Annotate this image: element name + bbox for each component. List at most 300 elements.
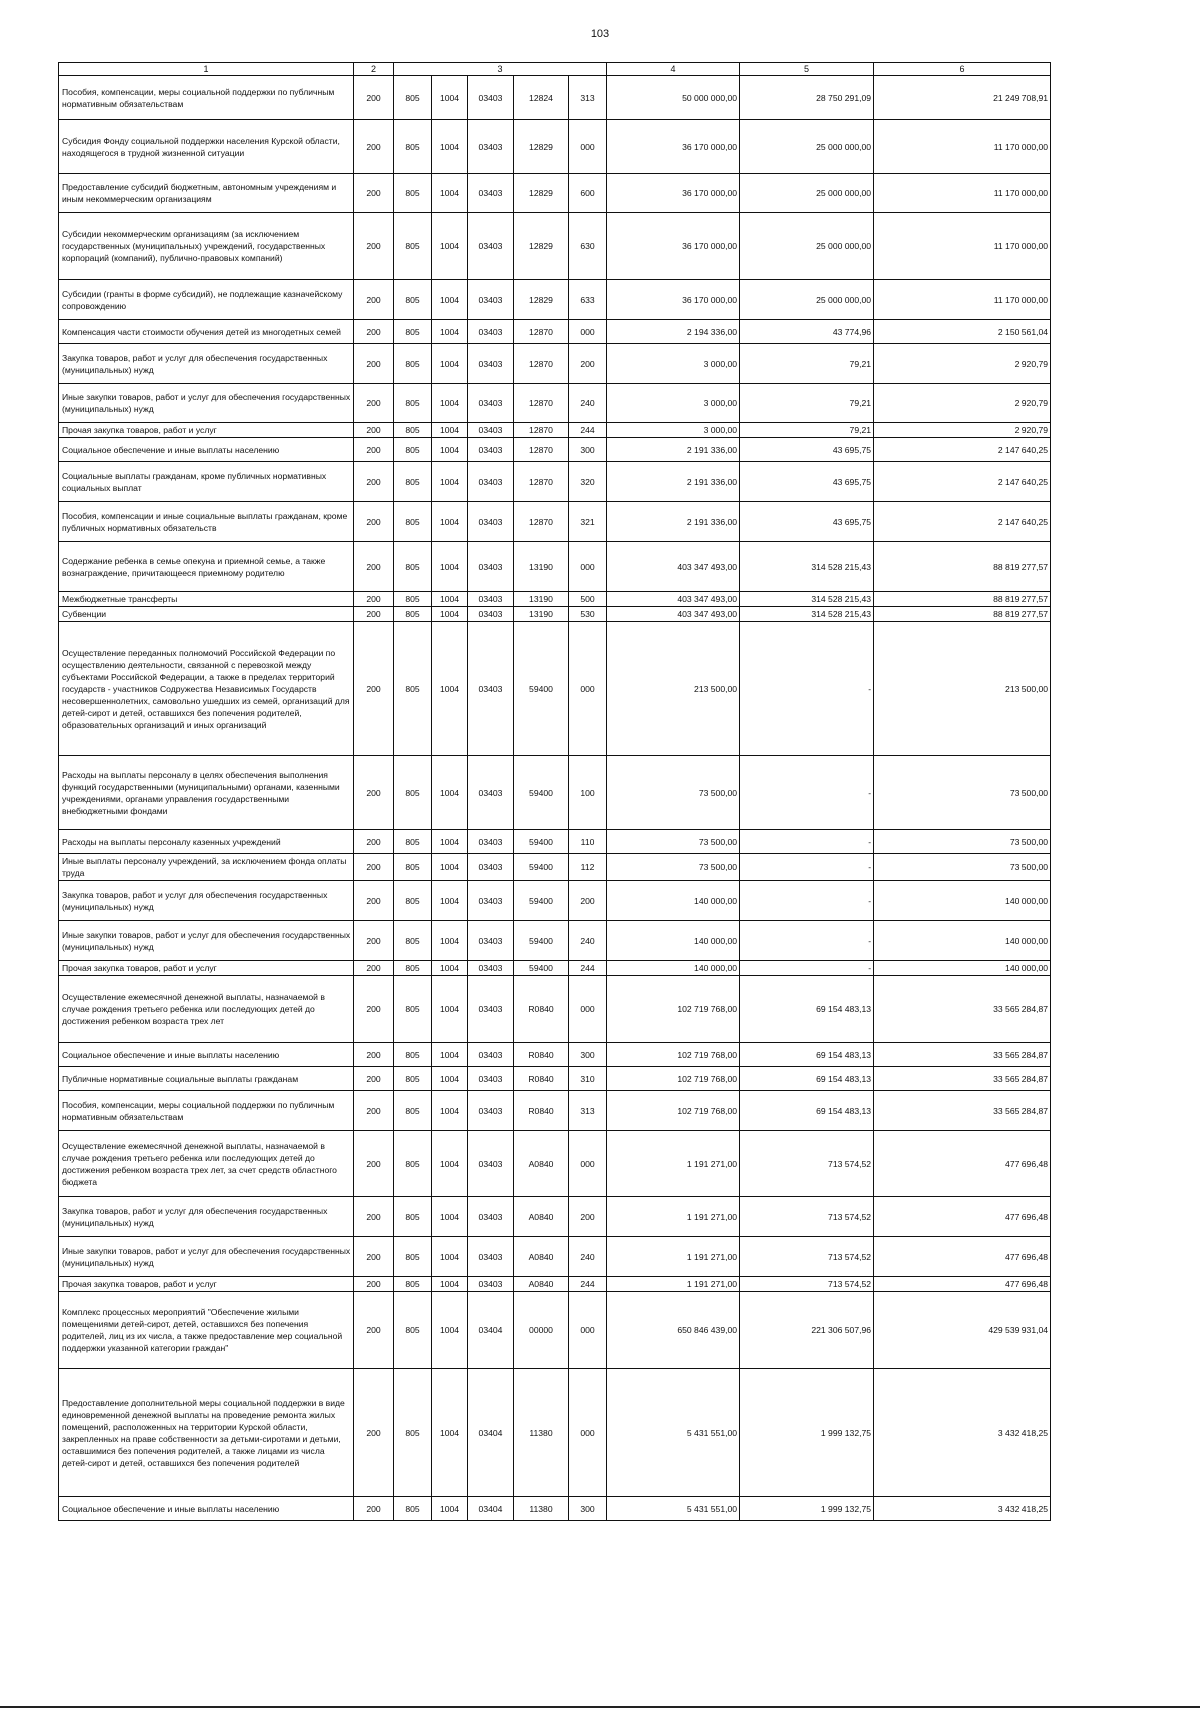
remaining-amount: 21 249 708,91: [874, 76, 1051, 120]
row-name: Публичные нормативные социальные выплаты гражданам: [59, 1067, 354, 1091]
expense-type-code: 000: [569, 320, 607, 344]
remaining-amount: 88 819 277,57: [874, 542, 1051, 592]
expense-type-code: 240: [569, 1237, 607, 1277]
section-code: 805: [394, 344, 432, 384]
row-name: Осуществление ежемесячной денежной выплаты, назначаемой в случае рождения третьего ребенка или последующих детей до достижения ребенком возраста трех лет, за счет средств областного бюджета: [59, 1131, 354, 1197]
subarticle-code: 12824: [514, 76, 569, 120]
section-code: 805: [394, 1369, 432, 1497]
page-number: 103: [590, 28, 610, 40]
remaining-amount: 88 819 277,57: [874, 592, 1051, 607]
section-code: 805: [394, 1497, 432, 1521]
subarticle-code: R0840: [514, 1067, 569, 1091]
planned-amount: 2 191 336,00: [607, 502, 740, 542]
ministry-code: 200: [354, 961, 394, 976]
subarticle-code: R0840: [514, 1091, 569, 1131]
planned-amount: 36 170 000,00: [607, 213, 740, 280]
ministry-code: 200: [354, 280, 394, 320]
subarticle-code: 13190: [514, 607, 569, 622]
executed-amount: 314 528 215,43: [740, 592, 874, 607]
planned-amount: 1 191 271,00: [607, 1277, 740, 1292]
planned-amount: 2 191 336,00: [607, 438, 740, 462]
table-row: [59, 607, 1051, 622]
section-code: 805: [394, 1197, 432, 1237]
section-code: 805: [394, 1091, 432, 1131]
program-code: 1004: [432, 344, 468, 384]
subarticle-code: 59400: [514, 961, 569, 976]
row-name: Субсидии (гранты в форме субсидий), не подлежащие казначейскому сопровождению: [59, 280, 354, 320]
article-code: 03403: [468, 1131, 514, 1197]
remaining-amount: 2 147 640,25: [874, 438, 1051, 462]
executed-amount: 43 695,75: [740, 438, 874, 462]
article-code: 03403: [468, 1237, 514, 1277]
table-row: [59, 1369, 1051, 1497]
program-code: 1004: [432, 76, 468, 120]
planned-amount: 5 431 551,00: [607, 1369, 740, 1497]
article-code: 03403: [468, 1091, 514, 1131]
table-row: [59, 1043, 1051, 1067]
remaining-amount: 88 819 277,57: [874, 607, 1051, 622]
subarticle-code: 12870: [514, 462, 569, 502]
ministry-code: 200: [354, 854, 394, 881]
article-code: 03403: [468, 961, 514, 976]
executed-amount: -: [740, 961, 874, 976]
remaining-amount: 477 696,48: [874, 1277, 1051, 1292]
article-code: 03403: [468, 423, 514, 438]
ministry-code: 200: [354, 120, 394, 174]
subarticle-code: 00000: [514, 1292, 569, 1369]
executed-amount: 28 750 291,09: [740, 76, 874, 120]
program-code: 1004: [432, 174, 468, 213]
program-code: 1004: [432, 384, 468, 423]
table-row: [59, 502, 1051, 542]
row-name: Прочая закупка товаров, работ и услуг: [59, 1277, 354, 1292]
row-name: Межбюджетные трансферты: [59, 592, 354, 607]
ministry-code: 200: [354, 881, 394, 921]
subarticle-code: 11380: [514, 1369, 569, 1497]
section-code: 805: [394, 320, 432, 344]
section-code: 805: [394, 120, 432, 174]
article-code: 03403: [468, 607, 514, 622]
subarticle-code: 59400: [514, 881, 569, 921]
article-code: 03403: [468, 438, 514, 462]
ministry-code: 200: [354, 213, 394, 280]
ministry-code: 200: [354, 542, 394, 592]
ministry-code: 200: [354, 756, 394, 830]
article-code: 03403: [468, 622, 514, 756]
article-code: 03403: [468, 976, 514, 1043]
program-code: 1004: [432, 502, 468, 542]
executed-amount: 43 695,75: [740, 462, 874, 502]
remaining-amount: 73 500,00: [874, 830, 1051, 854]
table-row: [59, 921, 1051, 961]
row-name: Субсидии некоммерческим организациям (за исключением государственных (муниципальных) учреждений, государственных корпораций (компаний), публично-правовых компаний): [59, 213, 354, 280]
row-name: Осуществление ежемесячной денежной выплаты, назначаемой в случае рождения третьего ребенка или последующих детей до достижения ребенком возраста трех лет: [59, 976, 354, 1043]
section-code: 805: [394, 1043, 432, 1067]
planned-amount: 140 000,00: [607, 961, 740, 976]
table-row: [59, 1237, 1051, 1277]
program-code: 1004: [432, 213, 468, 280]
executed-amount: 221 306 507,96: [740, 1292, 874, 1369]
section-code: 805: [394, 542, 432, 592]
ministry-code: 200: [354, 607, 394, 622]
program-code: 1004: [432, 542, 468, 592]
executed-amount: 713 574,52: [740, 1131, 874, 1197]
program-code: 1004: [432, 1277, 468, 1292]
subarticle-code: 12870: [514, 438, 569, 462]
remaining-amount: 11 170 000,00: [874, 280, 1051, 320]
program-code: 1004: [432, 462, 468, 502]
column-header-1: 1: [59, 63, 354, 76]
table-row: [59, 881, 1051, 921]
table-row: [59, 1292, 1051, 1369]
executed-amount: 713 574,52: [740, 1197, 874, 1237]
expense-type-code: 313: [569, 1091, 607, 1131]
planned-amount: 2 191 336,00: [607, 462, 740, 502]
section-code: 805: [394, 213, 432, 280]
expense-type-code: 320: [569, 462, 607, 502]
subarticle-code: 59400: [514, 830, 569, 854]
ministry-code: 200: [354, 1497, 394, 1521]
article-code: 03403: [468, 1043, 514, 1067]
ministry-code: 200: [354, 622, 394, 756]
table-row: [59, 961, 1051, 976]
remaining-amount: 33 565 284,87: [874, 1043, 1051, 1067]
table-row: [59, 344, 1051, 384]
program-code: 1004: [432, 854, 468, 881]
program-code: 1004: [432, 607, 468, 622]
expense-type-code: 000: [569, 1292, 607, 1369]
remaining-amount: 477 696,48: [874, 1237, 1051, 1277]
column-header-5: 5: [740, 63, 874, 76]
program-code: 1004: [432, 280, 468, 320]
remaining-amount: 140 000,00: [874, 961, 1051, 976]
program-code: 1004: [432, 1131, 468, 1197]
executed-amount: -: [740, 881, 874, 921]
column-header-4: 4: [607, 63, 740, 76]
article-code: 03403: [468, 592, 514, 607]
article-code: 03404: [468, 1497, 514, 1521]
remaining-amount: 2 920,79: [874, 384, 1051, 423]
remaining-amount: 2 147 640,25: [874, 462, 1051, 502]
table-row: [59, 622, 1051, 756]
executed-amount: 713 574,52: [740, 1237, 874, 1277]
expense-type-code: 110: [569, 830, 607, 854]
remaining-amount: 2 147 640,25: [874, 502, 1051, 542]
table-row: [59, 756, 1051, 830]
expense-type-code: 313: [569, 76, 607, 120]
ministry-code: 200: [354, 1197, 394, 1237]
ministry-code: 200: [354, 502, 394, 542]
expense-type-code: 300: [569, 1497, 607, 1521]
table-row: [59, 1131, 1051, 1197]
ministry-code: 200: [354, 438, 394, 462]
article-code: 03403: [468, 881, 514, 921]
table-row: [59, 854, 1051, 881]
table-row: [59, 174, 1051, 213]
subarticle-code: 59400: [514, 921, 569, 961]
table-row: [59, 1067, 1051, 1091]
planned-amount: 2 194 336,00: [607, 320, 740, 344]
expense-type-code: 000: [569, 1369, 607, 1497]
row-name: Социальное обеспечение и иные выплаты населению: [59, 438, 354, 462]
subarticle-code: 12829: [514, 120, 569, 174]
article-code: 03403: [468, 830, 514, 854]
planned-amount: 36 170 000,00: [607, 120, 740, 174]
section-code: 805: [394, 756, 432, 830]
remaining-amount: 11 170 000,00: [874, 174, 1051, 213]
ministry-code: 200: [354, 1277, 394, 1292]
remaining-amount: 3 432 418,25: [874, 1369, 1051, 1497]
expense-type-code: 600: [569, 174, 607, 213]
row-name: Пособия, компенсации и иные социальные выплаты гражданам, кроме публичных нормативных обязательств: [59, 502, 354, 542]
executed-amount: 79,21: [740, 384, 874, 423]
section-code: 805: [394, 961, 432, 976]
program-code: 1004: [432, 1197, 468, 1237]
planned-amount: 102 719 768,00: [607, 976, 740, 1043]
section-code: 805: [394, 607, 432, 622]
program-code: 1004: [432, 976, 468, 1043]
article-code: 03403: [468, 120, 514, 174]
row-name: Расходы на выплаты персоналу в целях обеспечения выполнения функций государственными (муниципальными) органами, казенными учреждениями, органами управления государственными внебюджетными фондами: [59, 756, 354, 830]
ministry-code: 200: [354, 1091, 394, 1131]
program-code: 1004: [432, 756, 468, 830]
subarticle-code: R0840: [514, 1043, 569, 1067]
article-code: 03403: [468, 1277, 514, 1292]
ministry-code: 200: [354, 830, 394, 854]
program-code: 1004: [432, 423, 468, 438]
table-row: [59, 120, 1051, 174]
table-row: [59, 1497, 1051, 1521]
row-name: Расходы на выплаты персоналу казенных учреждений: [59, 830, 354, 854]
planned-amount: 403 347 493,00: [607, 607, 740, 622]
page-bottom-rule: [0, 1706, 1200, 1708]
remaining-amount: 2 150 561,04: [874, 320, 1051, 344]
planned-amount: 403 347 493,00: [607, 542, 740, 592]
subarticle-code: 12829: [514, 280, 569, 320]
planned-amount: 102 719 768,00: [607, 1067, 740, 1091]
executed-amount: 1 999 132,75: [740, 1497, 874, 1521]
table-row: [59, 320, 1051, 344]
article-code: 03403: [468, 542, 514, 592]
program-code: 1004: [432, 921, 468, 961]
section-code: 805: [394, 502, 432, 542]
article-code: 03403: [468, 921, 514, 961]
subarticle-code: 12829: [514, 213, 569, 280]
planned-amount: 36 170 000,00: [607, 174, 740, 213]
expense-type-code: 240: [569, 384, 607, 423]
section-code: 805: [394, 881, 432, 921]
expense-type-code: 000: [569, 542, 607, 592]
ministry-code: 200: [354, 1131, 394, 1197]
section-code: 805: [394, 1237, 432, 1277]
row-name: Социальное обеспечение и иные выплаты населению: [59, 1497, 354, 1521]
section-code: 805: [394, 830, 432, 854]
table-row: [59, 542, 1051, 592]
planned-amount: 36 170 000,00: [607, 280, 740, 320]
executed-amount: 25 000 000,00: [740, 213, 874, 280]
planned-amount: 5 431 551,00: [607, 1497, 740, 1521]
article-code: 03403: [468, 854, 514, 881]
expense-type-code: 321: [569, 502, 607, 542]
executed-amount: 25 000 000,00: [740, 120, 874, 174]
remaining-amount: 140 000,00: [874, 881, 1051, 921]
section-code: 805: [394, 976, 432, 1043]
executed-amount: 79,21: [740, 344, 874, 384]
article-code: 03403: [468, 76, 514, 120]
planned-amount: 1 191 271,00: [607, 1197, 740, 1237]
row-name: Прочая закупка товаров, работ и услуг: [59, 961, 354, 976]
expense-type-code: 244: [569, 423, 607, 438]
ministry-code: 200: [354, 1237, 394, 1277]
planned-amount: 213 500,00: [607, 622, 740, 756]
planned-amount: 50 000 000,00: [607, 76, 740, 120]
planned-amount: 73 500,00: [607, 854, 740, 881]
row-name: Содержание ребенка в семье опекуна и приемной семье, а также вознаграждение, причитающееся приемному родителю: [59, 542, 354, 592]
article-code: 03403: [468, 502, 514, 542]
planned-amount: 3 000,00: [607, 344, 740, 384]
subarticle-code: 12829: [514, 174, 569, 213]
expense-type-code: 530: [569, 607, 607, 622]
table-row: [59, 423, 1051, 438]
subarticle-code: A0840: [514, 1237, 569, 1277]
remaining-amount: 11 170 000,00: [874, 213, 1051, 280]
section-code: 805: [394, 921, 432, 961]
subarticle-code: 12870: [514, 344, 569, 384]
article-code: 03404: [468, 1292, 514, 1369]
section-code: 805: [394, 1131, 432, 1197]
ministry-code: 200: [354, 174, 394, 213]
executed-amount: 713 574,52: [740, 1277, 874, 1292]
subarticle-code: A0840: [514, 1131, 569, 1197]
table-row: [59, 280, 1051, 320]
subarticle-code: 13190: [514, 592, 569, 607]
article-code: 03403: [468, 756, 514, 830]
section-code: 805: [394, 592, 432, 607]
section-code: 805: [394, 423, 432, 438]
subarticle-code: 59400: [514, 756, 569, 830]
executed-amount: 314 528 215,43: [740, 542, 874, 592]
section-code: 805: [394, 1292, 432, 1369]
program-code: 1004: [432, 120, 468, 174]
section-code: 805: [394, 462, 432, 502]
section-code: 805: [394, 280, 432, 320]
executed-amount: 25 000 000,00: [740, 280, 874, 320]
subarticle-code: 12870: [514, 423, 569, 438]
executed-amount: 25 000 000,00: [740, 174, 874, 213]
program-code: 1004: [432, 438, 468, 462]
article-code: 03403: [468, 344, 514, 384]
expense-type-code: 200: [569, 881, 607, 921]
table-row: [59, 592, 1051, 607]
remaining-amount: 140 000,00: [874, 921, 1051, 961]
executed-amount: -: [740, 756, 874, 830]
section-code: 805: [394, 1277, 432, 1292]
ministry-code: 200: [354, 344, 394, 384]
column-header-2: 2: [354, 63, 394, 76]
table-row: [59, 76, 1051, 120]
section-code: 805: [394, 1067, 432, 1091]
expense-type-code: 000: [569, 622, 607, 756]
ministry-code: 200: [354, 1043, 394, 1067]
program-code: 1004: [432, 1497, 468, 1521]
expense-type-code: 000: [569, 976, 607, 1043]
remaining-amount: 2 920,79: [874, 344, 1051, 384]
column-header-3: 3: [394, 63, 607, 76]
subarticle-code: A0840: [514, 1277, 569, 1292]
remaining-amount: 477 696,48: [874, 1197, 1051, 1237]
row-name: Закупка товаров, работ и услуг для обеспечения государственных (муниципальных) нужд: [59, 344, 354, 384]
executed-amount: -: [740, 830, 874, 854]
executed-amount: -: [740, 622, 874, 756]
article-code: 03403: [468, 1197, 514, 1237]
planned-amount: 73 500,00: [607, 830, 740, 854]
remaining-amount: 73 500,00: [874, 854, 1051, 881]
ministry-code: 200: [354, 384, 394, 423]
ministry-code: 200: [354, 592, 394, 607]
expense-type-code: 112: [569, 854, 607, 881]
subarticle-code: 11380: [514, 1497, 569, 1521]
remaining-amount: 33 565 284,87: [874, 1091, 1051, 1131]
expense-type-code: 630: [569, 213, 607, 280]
row-name: Предоставление дополнительной меры социальной поддержки в виде единовременной денежной выплаты на проведение ремонта жилых помещений, расположенных на территории Курской области, закрепленных на праве собственности за детьми-сиротами и детьми, оставшимися без попечения родителей, а также лицами из числа детей-сирот и детей, оставшихся без попечения родителей: [59, 1369, 354, 1497]
row-name: Субвенции: [59, 607, 354, 622]
row-name: Комплекс процессных мероприятий "Обеспечение жилыми помещениями детей-сирот, детей, оставшихся без попечения родителей, лиц из их числа, а также предоставление мер социальной поддержки указанной категории граждан": [59, 1292, 354, 1369]
article-code: 03404: [468, 1369, 514, 1497]
expense-type-code: 300: [569, 1043, 607, 1067]
section-code: 805: [394, 384, 432, 423]
ministry-code: 200: [354, 921, 394, 961]
article-code: 03403: [468, 320, 514, 344]
planned-amount: 140 000,00: [607, 921, 740, 961]
executed-amount: 314 528 215,43: [740, 607, 874, 622]
expense-type-code: 633: [569, 280, 607, 320]
subarticle-code: 59400: [514, 622, 569, 756]
executed-amount: 43 774,96: [740, 320, 874, 344]
table-row: [59, 1277, 1051, 1292]
expense-type-code: 200: [569, 344, 607, 384]
remaining-amount: 213 500,00: [874, 622, 1051, 756]
table-row: [59, 976, 1051, 1043]
executed-amount: 69 154 483,13: [740, 1043, 874, 1067]
row-name: Компенсация части стоимости обучения детей из многодетных семей: [59, 320, 354, 344]
table-row: [59, 384, 1051, 423]
executed-amount: 1 999 132,75: [740, 1369, 874, 1497]
table-row: [59, 1091, 1051, 1131]
expense-type-code: 500: [569, 592, 607, 607]
ministry-code: 200: [354, 1067, 394, 1091]
program-code: 1004: [432, 622, 468, 756]
article-code: 03403: [468, 1067, 514, 1091]
row-name: Пособия, компенсации, меры социальной поддержки по публичным нормативным обязательствам: [59, 76, 354, 120]
subarticle-code: A0840: [514, 1197, 569, 1237]
remaining-amount: 11 170 000,00: [874, 120, 1051, 174]
table-row: [59, 830, 1051, 854]
section-code: 805: [394, 174, 432, 213]
subarticle-code: 59400: [514, 854, 569, 881]
expense-type-code: 240: [569, 921, 607, 961]
executed-amount: -: [740, 854, 874, 881]
row-name: Иные закупки товаров, работ и услуг для обеспечения государственных (муниципальных) нужд: [59, 1237, 354, 1277]
row-name: Предоставление субсидий бюджетным, автономным учреждениям и иным некоммерческим организациям: [59, 174, 354, 213]
remaining-amount: 2 920,79: [874, 423, 1051, 438]
planned-amount: 140 000,00: [607, 881, 740, 921]
remaining-amount: 477 696,48: [874, 1131, 1051, 1197]
column-header-6: 6: [874, 63, 1051, 76]
planned-amount: 3 000,00: [607, 423, 740, 438]
subarticle-code: R0840: [514, 976, 569, 1043]
remaining-amount: 3 432 418,25: [874, 1497, 1051, 1521]
program-code: 1004: [432, 961, 468, 976]
